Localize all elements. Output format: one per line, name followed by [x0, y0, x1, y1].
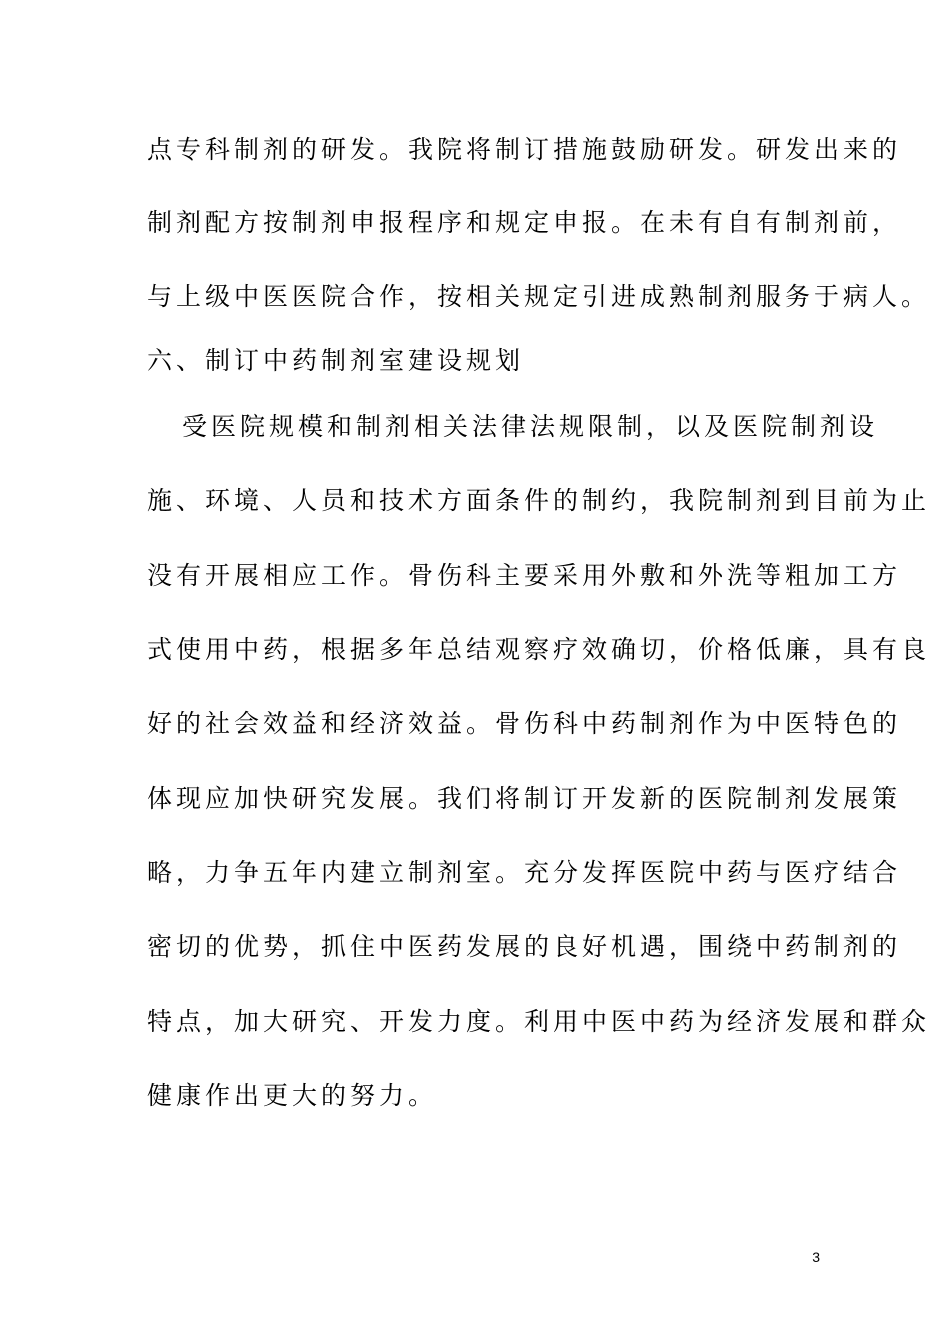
body-line: 好的社会效益和经济效益。骨伤科中药制剂作为中医特色的 — [147, 709, 902, 738]
body-line: 点专科制剂的研发。我院将制订措施鼓励研发。研发出来的 — [147, 135, 902, 164]
body-line: 施、环境、人员和技术方面条件的制约，我院制剂到目前为止 — [147, 486, 931, 515]
body-line: 体现应加快研究发展。我们将制订开发新的医院制剂发展策 — [147, 784, 902, 813]
body-line: 略，力争五年内建立制剂室。充分发挥医院中药与医疗结合 — [147, 858, 902, 887]
body-line: 密切的优势，抓住中医药发展的良好机遇，围绕中药制剂的 — [147, 932, 902, 961]
body-line: 健康作出更大的努力。 — [147, 1081, 438, 1110]
body-line: 特点，加大研究、开发力度。利用中医中药为经济发展和群众 — [147, 1007, 931, 1036]
page-number: 3 — [812, 1249, 820, 1265]
body-line: 没有开展相应工作。骨伤科主要采用外敷和外洗等粗加工方 — [147, 561, 902, 590]
section-heading: 六、制订中药制剂室建设规划 — [147, 346, 525, 375]
body-line: 受医院规模和制剂相关法律法规限制，以及医院制剂设 — [182, 412, 879, 441]
body-line: 制剂配方按制剂申报程序和规定申报。在未有自有制剂前， — [147, 208, 902, 237]
body-line: 与上级中医医院合作，按相关规定引进成熟制剂服务于病人。 — [147, 282, 931, 311]
body-line: 式使用中药，根据多年总结观察疗效确切，价格低廉，具有良 — [147, 635, 931, 664]
